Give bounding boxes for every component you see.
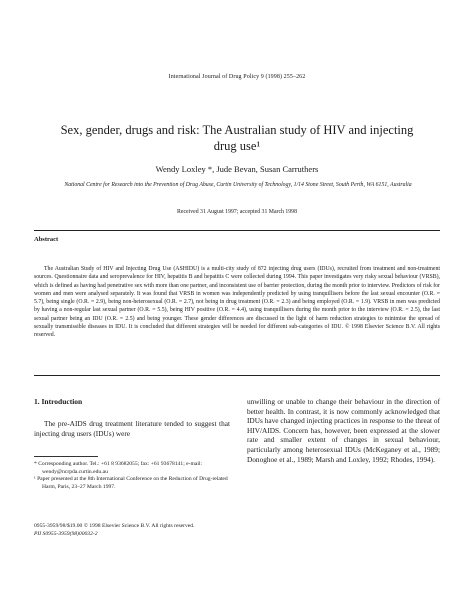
right-column	[247, 397, 440, 464]
footnotes	[34, 461, 230, 491]
footnote-corresponding-author: * Corresponding author. Tel.: +61 8 93682055; fax: +61 93678141; e-mail: wendy@ncrpda.curtin.edu.au	[34, 461, 203, 475]
footnote-rule	[34, 456, 98, 457]
abstract-bottom-rule	[34, 375, 440, 376]
author-list: Wendy Loxley *, Jude Bevan, Susan Carruthers	[155, 164, 319, 174]
abstract-text: The Australian Study of HIV and Injecting Drug Use (ASHIDU) is a multi-city study of 872 injecting drug users (IDUs), recruited from treatment and non-treatment sources. Questionnaire data and seroprevalence for HIV, hepatitis B and hepatitis C were collected during 1994. This paper investigates very risky sexual behaviour (VRSB), which is defined as having had penetrative sex with more than one partner, and inconsistent use of barrier protection, during the month prior to interview. Predictors of risk for women and men were analysed separately. It was found that VRSB in women was independently predicted by using tranquillisers before the last sexual encounter (O.R. = 5.7), being single (O.R. = 2.9), being non-heterosexual (O.R. = 2.7), not being in drug treatment (O.R. = 2.3) and being employed (O.R. = 1.9). VRSB in men was predicted by having a non-regular last sexual partner (O.R. = 5.5), being HIV positive (O.R. = 4.4), using tranquillisers during the month prior to the interview (O.R. = 2.5), the last sexual partner being an IDU (O.R. = 2.5) and being younger. These gender differences are discussed in the light of harm reduction strategies to minimise the spread of sexually transmissible diseases in IDU. It is concluded that different strategies will be needed for different sub-categories of IDU. © 1998 Elsevier Science B.V. All rights reserved.	[34, 266, 440, 339]
pii-line: PII S0955-3959(98)00032-2	[34, 531, 98, 537]
abstract-top-rule	[34, 230, 440, 231]
left-column	[34, 397, 230, 438]
journal-citation: International Journal of Drug Policy 9 (1998) 255–262	[168, 74, 306, 80]
introduction-text-left: The pre-AIDS drug treatment literature tended to suggest that injecting drug users (IDUs) were	[34, 419, 230, 438]
article-title: Sex, gender, drugs and risk: The Australian study of HIV and injecting drug use¹	[60, 123, 414, 153]
section-heading-introduction: 1. Introduction	[34, 397, 83, 406]
copyright-line: 0955-3959/98/$19.00 © 1998 Elsevier Science B.V. All rights reserved.	[34, 523, 195, 529]
introduction-text-right: unwilling or unable to change their behaviour in the direction of better health. In contrast, it is now commonly acknowledged that IDUs have changed injecting practices in response to the threat of HIV/AIDS. Concern has, however, been expressed at the slower rate and smaller extent of changes in sexual behaviour, particularly among heterosexual IDUs (McKeganey et al., 1989; Donoghoe et al., 1989; Marsh and Loxley, 1992; Rhodes, 1994).	[247, 397, 440, 464]
copyright-block	[34, 522, 294, 538]
abstract-heading: Abstract	[34, 236, 59, 243]
author-affiliation: National Centre for Research into the Prevention of Drug Abuse, Curtin University of Technology, 1/14 Stone Street, South Perth, WA 6151, Australia	[64, 182, 412, 188]
received-dates: Received 31 August 1997; accepted 31 March 1998	[177, 209, 297, 215]
footnote-conference: ¹ Paper presented at the 8th International Conference on the Reduction of Drug-related Harm, Paris, 23–27 March 1997.	[34, 476, 228, 490]
